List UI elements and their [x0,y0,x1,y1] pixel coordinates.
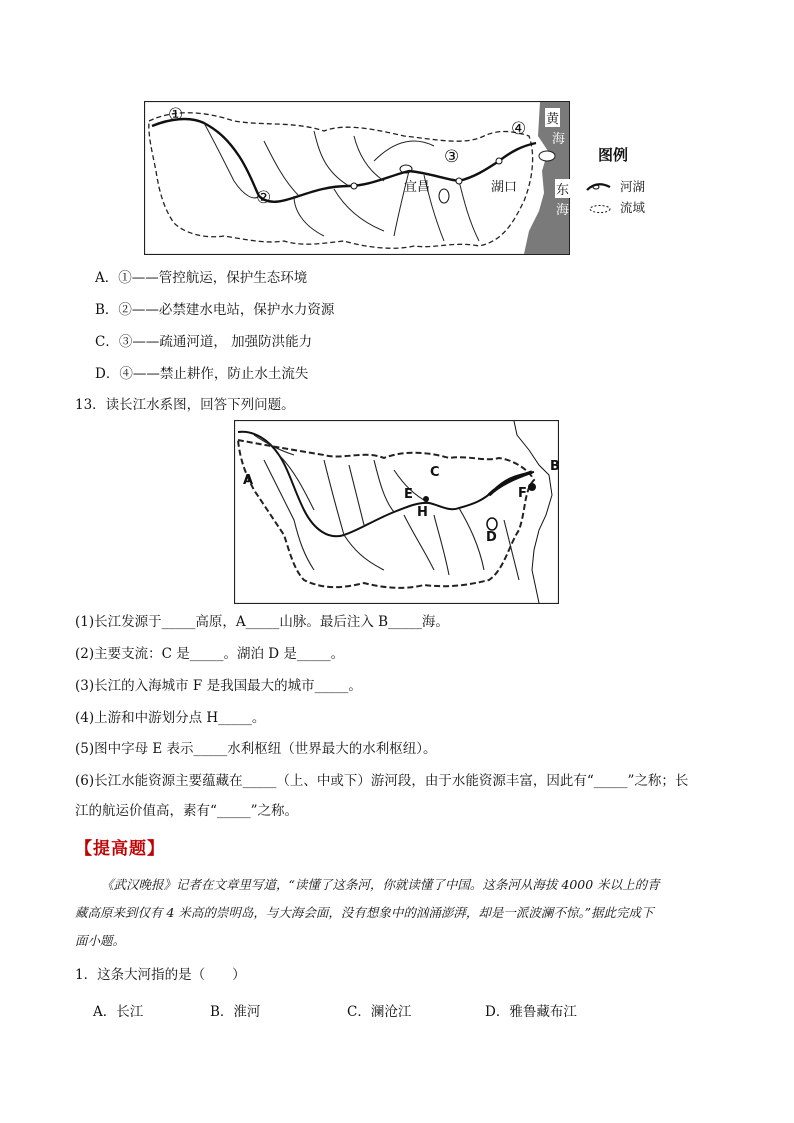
section-header-advanced: 【提高题】 [75,839,165,859]
q1-option-a: A．长江 [93,1004,144,1020]
q13-item-6: (6)长江水能资源主要蕴藏在_____（上、中或下）游河段，由于水能资源丰富，因此有“_____”之称；长 [75,773,689,789]
map1-sea-hai1: 海 [552,132,566,147]
q1-option-c: C．澜沧江 [347,1004,412,1020]
q13-item-4: (4)上游和中游划分点 H_____。 [75,710,266,726]
q12-option-b: B．②——必禁建水电站，保护水力资源 [95,302,335,318]
q13-title: 13．读长江水系图，回答下列问题。 [75,397,295,413]
q13-item-2: (2)主要支流：C 是_____。湖泊 D 是_____。 [75,646,345,662]
map-yangtze-2-svg [234,420,559,604]
map1-label-2: ② [256,188,272,208]
passage-line-2: 藏高原来到仅有 4 米高的崇明岛，与大海会面，没有想象中的汹涌澎湃，却是一派波澜不惊。”据此完成下 [75,905,654,920]
map1-city-hukou: 湖口 [491,180,518,195]
q1-stem: 1．这条大河指的是（ ） [75,967,246,983]
q12-option-d: D．④——禁止耕作，防止水土流失 [95,366,309,382]
legend-title: 图例 [598,146,629,164]
q13-item-5: (5)图中字母 E 表示_____水利枢纽（世界最大的水利枢纽）。 [75,741,437,757]
map2-label-b: B [550,459,560,474]
map1-label-1: ① [168,105,184,125]
q13-item-1: (1)长江发源于_____高原，A_____山脉。最后注入 B_____海。 [75,614,449,630]
map-yangtze-2 [234,420,559,604]
q13-item-6-cont: 江的航运价值高，素有“_____”之称。 [75,803,299,819]
q13-item-3: (3)长江的入海城市 F 是我国最大的城市_____。 [75,678,362,694]
legend-basin-label: 流域 [620,200,646,215]
map1-city-yichang: 宜昌 [404,180,431,195]
map2-label-e: E [404,487,413,502]
legend-river-label: 河湖 [620,179,646,194]
map1-label-4: ④ [511,119,527,139]
map1-sea-huang: 黄 [545,108,560,127]
q12-option-a: A．①——管控航运，保护生态环境 [95,270,308,286]
map2-label-a: A [243,473,254,488]
q1-option-d: D．雅鲁藏布江 [485,1004,577,1020]
map2-label-d: D [486,530,497,545]
map1-sea-dong: 东 [555,179,570,198]
map2-label-c: C [430,465,440,480]
passage-line-1: 《武汉晚报》记者在文章里写道，“读懂了这条河，你就读懂了中国。这条河从海拔 4000 米以上的青 [101,877,660,892]
q12-option-c: C．③——疏通河道， 加强防洪能力 [95,334,313,350]
map2-label-f: F [518,486,527,501]
river-legend-icon [586,178,612,197]
map1-sea-hai2: 海 [556,203,570,218]
basin-legend-icon [588,199,612,218]
map1-label-3: ③ [444,147,460,167]
q1-option-b: B．淮河 [210,1004,261,1020]
map2-label-h: H [417,505,428,520]
passage-line-3: 面小题。 [75,933,126,948]
